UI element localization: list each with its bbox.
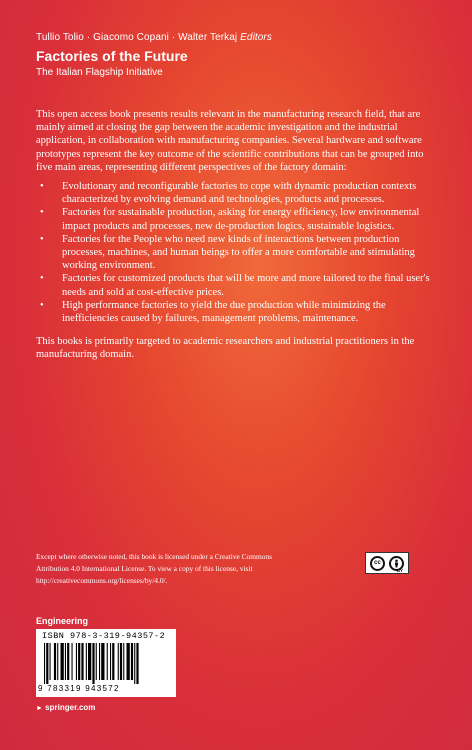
barcode-bar — [107, 643, 108, 680]
areas-list — [36, 180, 432, 325]
barcode-bar — [76, 643, 77, 680]
barcode-bar — [86, 643, 87, 680]
book-subtitle: The Italian Flagship Initiative — [36, 67, 163, 78]
barcode-bar — [50, 643, 51, 680]
barcode-bar — [88, 643, 91, 680]
cc-by-badge — [365, 552, 409, 574]
by-label: BY — [396, 568, 403, 573]
barcode-bar — [72, 643, 73, 680]
arrow-right-icon: ► — [36, 705, 43, 712]
list-item: • High performance factories to yield the due production while minimizing the inefficiencies caused by failures, management problems, maintenance. — [36, 299, 432, 325]
creative-commons-icon: cc — [370, 556, 385, 571]
barcode-bar — [44, 643, 45, 684]
barcode-bar — [131, 643, 133, 680]
barcode-bar — [123, 643, 124, 680]
barcode-bar — [54, 643, 56, 680]
list-item: • Factories for sustainable production, asking for energy efficiency, low environmental impact products and processes, new de-production logics, sustainable logistics. — [36, 206, 432, 232]
cover-header — [36, 32, 272, 78]
barcode-bar — [67, 643, 69, 680]
list-item: • Factories for the People who need new kinds of interactions between production processes, machines, and human beings to offer a more comfortable and stimulating working environment. — [36, 233, 432, 273]
person-icon — [392, 559, 401, 568]
subject-category: Engineering — [36, 616, 89, 626]
barcode-bar — [134, 643, 135, 684]
barcode-bar — [92, 643, 94, 684]
back-cover-blurb — [36, 108, 432, 362]
license-notice: Except where otherwise noted, this book is licensed under a Creative Commons Attribution 4.0 International License. To view a copy of this license, visit http://creativecommons.org/licenses/by/4.0/. — [36, 552, 273, 585]
barcode-bar — [96, 643, 97, 680]
barcode-bar — [112, 643, 114, 680]
blurb-intro: This open access book presents results relevant in the manufacturing research field, that are mainly aimed at closing the gap between the academic investigation and the industrial application, in collaboration with manufacturing companies. Several hardware and software prototypes represent the key outcome of the scientific contributions that can be grouped into five main areas, representing different perspectives of the factory domain: — [36, 109, 424, 173]
barcode-bar — [136, 643, 138, 684]
publisher-url: springer.com — [45, 703, 96, 712]
book-title: Factories of the Future — [36, 48, 188, 64]
barcode-bar — [99, 643, 100, 680]
barcode-bar — [65, 643, 66, 680]
barcode-bar — [127, 643, 130, 680]
barcode-bar — [118, 643, 119, 680]
editors-label: Editors — [240, 32, 272, 43]
barcode-bar — [78, 643, 80, 680]
barcode-digits: 9 783319 943572 — [38, 684, 120, 693]
barcode-bar — [61, 643, 64, 680]
authors-names: Tullio Tolio · Giacomo Copani · Walter Terkaj — [36, 32, 238, 43]
barcode-bar — [46, 643, 48, 684]
barcode-bar — [81, 643, 83, 680]
list-item: • Factories for customized products that will be more and more tailored to the final user's needs and sold at cost-effective prices. — [36, 272, 432, 298]
blurb-target-audience: This books is primarily targeted to academic researchers and industrial practitioners in the manufacturing domain. — [36, 336, 415, 361]
publisher-link[interactable] — [36, 703, 95, 712]
list-item: • Evolutionary and reconfigurable factories to cope with dynamic production contexts characterized by evolving demand and technologies, products and processes. — [36, 180, 432, 206]
barcode-bar — [101, 643, 104, 680]
authors-line — [36, 32, 272, 43]
isbn-barcode — [36, 629, 176, 697]
isbn-number: ISBN 978-3-319-94357-2 — [42, 631, 166, 641]
barcode-bar — [57, 643, 58, 680]
barcode-bars — [44, 643, 168, 684]
barcode-bar — [110, 643, 111, 680]
barcode-bar — [120, 643, 122, 680]
